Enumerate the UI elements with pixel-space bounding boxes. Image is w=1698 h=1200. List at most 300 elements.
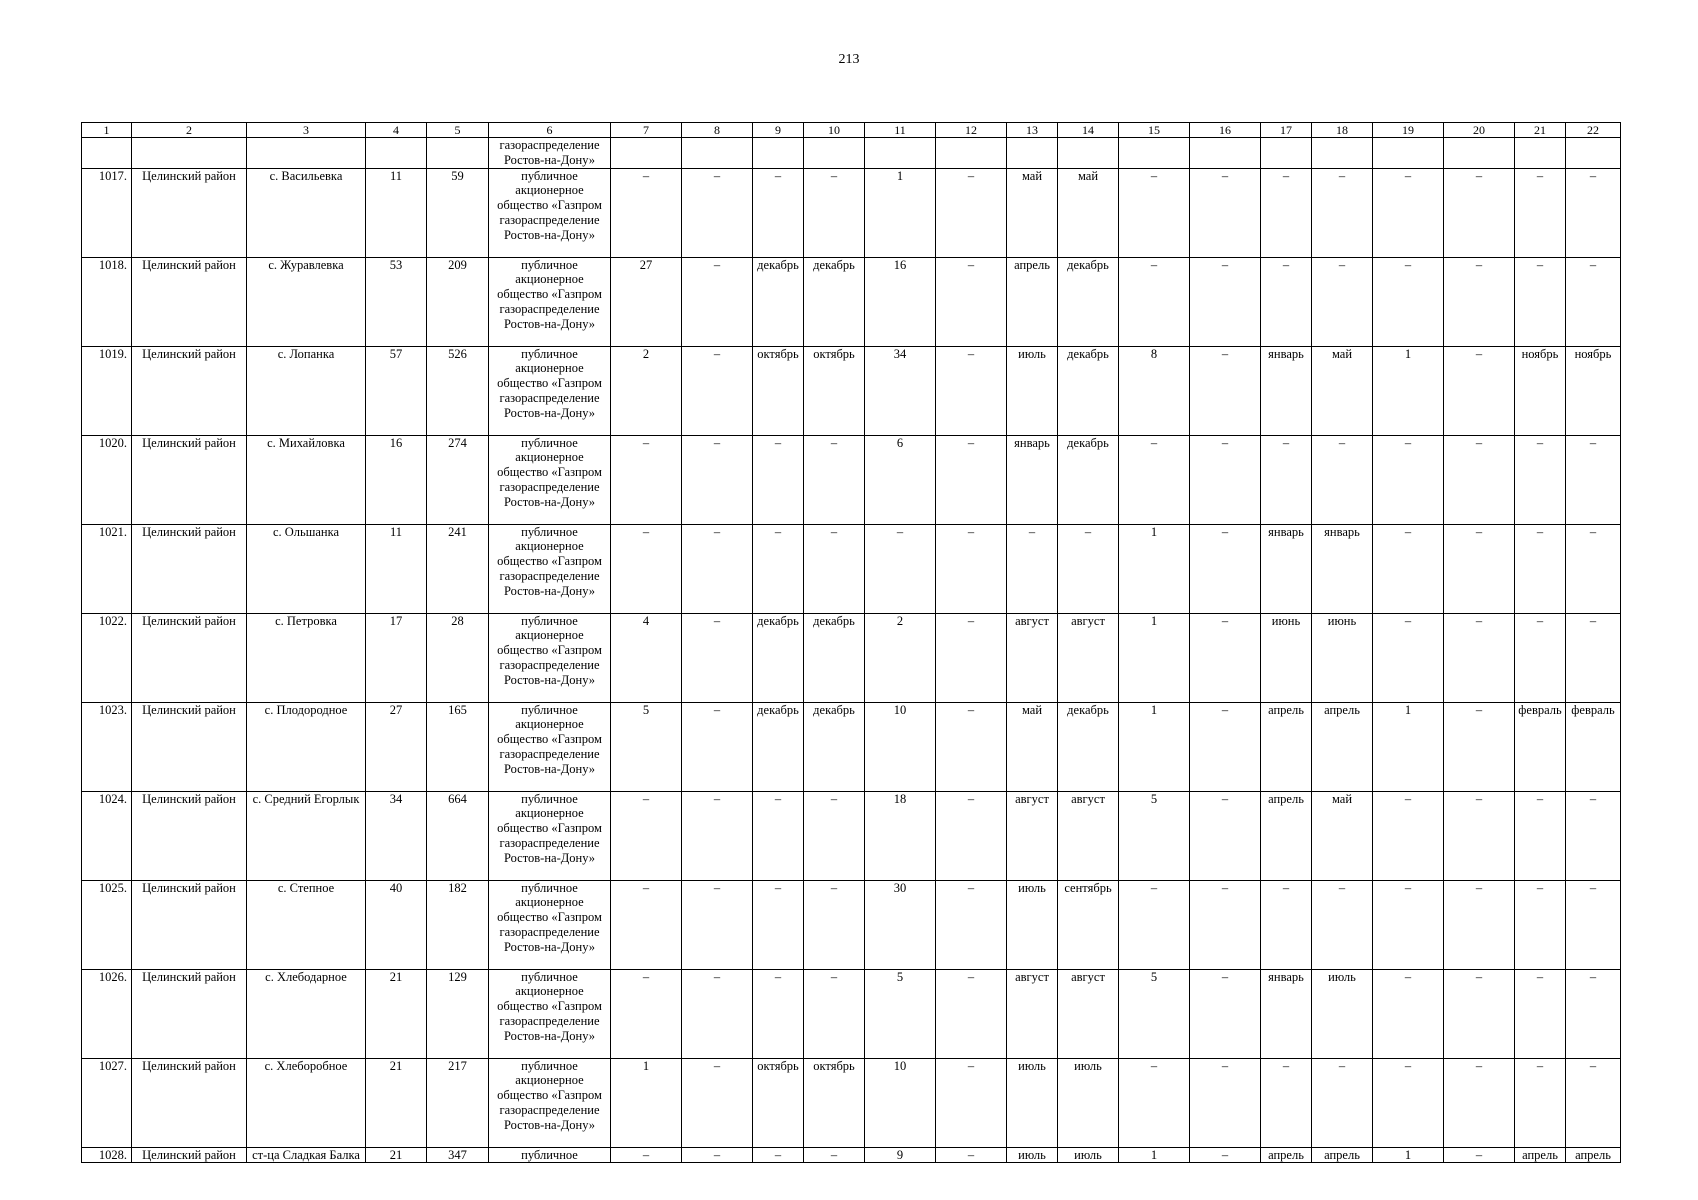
value-cell-c5: 526 [427,346,489,435]
value-cell-c17: апрель [1261,791,1312,880]
value-cell-c5: 209 [427,257,489,346]
value-cell-c14: август [1058,969,1119,1058]
value-cell-c13: январь [1007,435,1058,524]
value-cell-c20: – [1444,969,1515,1058]
value-cell-c16: – [1190,880,1261,969]
row-number-cell: 1022. [82,613,132,702]
column-number: 14 [1058,123,1119,138]
value-cell-c4: 21 [366,1058,427,1147]
value-cell-c4: 16 [366,435,427,524]
data-table [81,122,1621,1163]
value-cell-c11: 1 [865,168,936,257]
value-cell-c10: декабрь [804,257,865,346]
value-cell-c7: – [611,168,682,257]
value-cell-c11: 30 [865,880,936,969]
org-cell: публичное акционерное общество «Газпром газораспределение Ростов-на-Дону» [489,702,611,791]
continuation-row [82,138,1621,169]
org-cell: публичное акционерное общество «Газпром газораспределение Ростов-на-Дону» [489,969,611,1058]
value-cell-c10: – [804,880,865,969]
value-cell-c11: 5 [865,969,936,1058]
value-cell-c21: – [1515,613,1566,702]
value-cell-c10: декабрь [804,702,865,791]
value-cell-c21: – [1515,791,1566,880]
value-cell-c19: – [1373,791,1444,880]
column-number: 2 [132,123,247,138]
row-number-cell: 1026. [82,969,132,1058]
value-cell-c5: 129 [427,969,489,1058]
value-cell-c22: – [1566,435,1621,524]
value-cell-c7: – [611,969,682,1058]
district-cell: Целинский район [132,613,247,702]
value-cell-c18: май [1312,346,1373,435]
value-cell-c8: – [682,791,753,880]
value-cell-c19: – [1373,969,1444,1058]
value-cell-c18: июль [1312,969,1373,1058]
settlement-cell: с. Михайловка [247,435,366,524]
row-number-cell: 1025. [82,880,132,969]
value-cell-c22: – [1566,1058,1621,1147]
value-cell-c21: – [1515,1058,1566,1147]
value-cell-c22: – [1566,168,1621,257]
org-cell: публичное акционерное общество «Газпром газораспределение Ростов-на-Дону» [489,435,611,524]
value-cell-c18: – [1312,1058,1373,1147]
value-cell-c19: 1 [1373,1147,1444,1163]
value-cell-c5: 274 [427,435,489,524]
value-cell-c21: ноябрь [1515,346,1566,435]
value-cell-c8: – [682,613,753,702]
value-cell-c16: – [1190,524,1261,613]
value-cell-c8: – [682,969,753,1058]
value-cell-c10: декабрь [804,613,865,702]
value-cell-c10: – [804,524,865,613]
table-row [82,1147,1621,1163]
column-number: 1 [82,123,132,138]
value-cell-c13: август [1007,969,1058,1058]
value-cell-c7: 27 [611,257,682,346]
value-cell-c11: 16 [865,257,936,346]
settlement-cell: с. Ольшанка [247,524,366,613]
row-number-cell: 1018. [82,257,132,346]
value-cell-c13: май [1007,702,1058,791]
column-number: 21 [1515,123,1566,138]
settlement-cell: с. Лопанка [247,346,366,435]
value-cell-c9: октябрь [753,1058,804,1147]
value-cell-c15: 1 [1119,524,1190,613]
value-cell-c22: апрель [1566,1147,1621,1163]
value-cell-c21: – [1515,524,1566,613]
value-cell-c14: август [1058,613,1119,702]
value-cell-c5: 28 [427,613,489,702]
value-cell-c21: февраль [1515,702,1566,791]
value-cell-c18: июнь [1312,613,1373,702]
value-cell-c16: – [1190,168,1261,257]
value-cell-c4: 17 [366,613,427,702]
value-cell-c9: – [753,524,804,613]
table-row [82,880,1621,969]
value-cell-c18: январь [1312,524,1373,613]
value-cell-c19: – [1373,257,1444,346]
value-cell-c9: – [753,435,804,524]
value-cell-c9: – [753,880,804,969]
district-cell: Целинский район [132,880,247,969]
value-cell-c14: май [1058,168,1119,257]
row-number-cell: 1027. [82,1058,132,1147]
org-cell: публичное акционерное общество «Газпром газораспределение Ростов-на-Дону» [489,346,611,435]
table-row [82,791,1621,880]
value-cell-c12: – [936,346,1007,435]
district-cell: Целинский район [132,969,247,1058]
district-cell: Целинский район [132,1058,247,1147]
column-number-row [82,123,1621,138]
value-cell-c12: – [936,524,1007,613]
column-number: 3 [247,123,366,138]
settlement-cell: с. Хлеборобное [247,1058,366,1147]
value-cell-c21: – [1515,168,1566,257]
value-cell-c15: – [1119,168,1190,257]
value-cell-c8: – [682,346,753,435]
value-cell-c4: 11 [366,168,427,257]
value-cell-c22: – [1566,524,1621,613]
value-cell-c18: – [1312,168,1373,257]
value-cell-c12: – [936,702,1007,791]
value-cell-c8: – [682,702,753,791]
value-cell-c9: – [753,969,804,1058]
value-cell-c15: 8 [1119,346,1190,435]
value-cell-c4: 11 [366,524,427,613]
column-number: 18 [1312,123,1373,138]
value-cell-c5: 59 [427,168,489,257]
value-cell-c8: – [682,524,753,613]
value-cell-c8: – [682,435,753,524]
value-cell-c4: 57 [366,346,427,435]
org-cell: публичное акционерное общество «Газпром газораспределение Ростов-на-Дону» [489,524,611,613]
value-cell-c21: – [1515,969,1566,1058]
value-cell-c21: – [1515,435,1566,524]
settlement-cell: с. Петровка [247,613,366,702]
org-cell: публичное акционерное общество «Газпром газораспределение Ростов-на-Дону» [489,168,611,257]
org-cell: публичное [489,1147,611,1163]
value-cell-c14: июль [1058,1147,1119,1163]
value-cell-c20: – [1444,791,1515,880]
value-cell-c22: февраль [1566,702,1621,791]
value-cell-c15: 1 [1119,702,1190,791]
value-cell-c15: 1 [1119,1147,1190,1163]
value-cell-c7: 1 [611,1058,682,1147]
value-cell-c14: сентябрь [1058,880,1119,969]
value-cell-c20: – [1444,1147,1515,1163]
district-cell: Целинский район [132,524,247,613]
value-cell-c16: – [1190,613,1261,702]
value-cell-c9: – [753,168,804,257]
value-cell-c7: 2 [611,346,682,435]
value-cell-c11: 18 [865,791,936,880]
value-cell-c7: – [611,435,682,524]
column-number: 12 [936,123,1007,138]
row-number-cell: 1024. [82,791,132,880]
value-cell-c16: – [1190,791,1261,880]
value-cell-c17: апрель [1261,1147,1312,1163]
value-cell-c5: 664 [427,791,489,880]
value-cell-c16: – [1190,969,1261,1058]
value-cell-c8: – [682,1147,753,1163]
value-cell-c13: – [1007,524,1058,613]
row-number-cell: 1023. [82,702,132,791]
value-cell-c22: – [1566,791,1621,880]
table-row [82,346,1621,435]
value-cell-c10: – [804,791,865,880]
org-cell: публичное акционерное общество «Газпром газораспределение Ростов-на-Дону» [489,791,611,880]
value-cell-c20: – [1444,257,1515,346]
value-cell-c20: – [1444,1058,1515,1147]
row-number-cell: 1020. [82,435,132,524]
value-cell-c19: – [1373,1058,1444,1147]
table-row [82,257,1621,346]
value-cell-c18: апрель [1312,1147,1373,1163]
value-cell-c4: 21 [366,969,427,1058]
org-cell: публичное акционерное общество «Газпром газораспределение Ростов-на-Дону» [489,257,611,346]
value-cell-c19: – [1373,168,1444,257]
settlement-cell: с. Хлебодарное [247,969,366,1058]
value-cell-c7: – [611,1147,682,1163]
value-cell-c16: – [1190,257,1261,346]
value-cell-c4: 40 [366,880,427,969]
row-number-cell: 1021. [82,524,132,613]
value-cell-c11: 10 [865,702,936,791]
district-cell: Целинский район [132,1147,247,1163]
value-cell-c11: 2 [865,613,936,702]
district-cell: Целинский район [132,346,247,435]
value-cell-c17: – [1261,257,1312,346]
value-cell-c14: – [1058,524,1119,613]
settlement-cell: с. Васильевка [247,168,366,257]
value-cell-c17: январь [1261,969,1312,1058]
value-cell-c10: октябрь [804,346,865,435]
value-cell-c22: – [1566,880,1621,969]
column-number: 8 [682,123,753,138]
value-cell-c11: 10 [865,1058,936,1147]
org-cell: публичное акционерное общество «Газпром газораспределение Ростов-на-Дону» [489,613,611,702]
table-row [82,702,1621,791]
value-cell-c8: – [682,257,753,346]
value-cell-c12: – [936,1058,1007,1147]
value-cell-c13: июль [1007,1058,1058,1147]
value-cell-c4: 34 [366,791,427,880]
value-cell-c9: декабрь [753,257,804,346]
page-number: 213 [838,52,860,67]
table-row [82,969,1621,1058]
value-cell-c13: апрель [1007,257,1058,346]
value-cell-c16: – [1190,702,1261,791]
value-cell-c19: – [1373,435,1444,524]
column-number: 13 [1007,123,1058,138]
value-cell-c20: – [1444,435,1515,524]
column-number: 15 [1119,123,1190,138]
value-cell-c17: – [1261,880,1312,969]
value-cell-c12: – [936,1147,1007,1163]
settlement-cell: с. Журавлевка [247,257,366,346]
value-cell-c7: 4 [611,613,682,702]
value-cell-c15: – [1119,1058,1190,1147]
settlement-cell: ст-ца Сладкая Балка [247,1147,366,1163]
column-number: 4 [366,123,427,138]
district-cell: Целинский район [132,168,247,257]
value-cell-c16: – [1190,346,1261,435]
value-cell-c16: – [1190,435,1261,524]
value-cell-c7: 5 [611,702,682,791]
value-cell-c14: июль [1058,1058,1119,1147]
value-cell-c7: – [611,791,682,880]
column-number: 16 [1190,123,1261,138]
value-cell-c15: – [1119,257,1190,346]
value-cell-c11: 6 [865,435,936,524]
org-cell: газораспределение Ростов-на-Дону» [489,138,611,169]
value-cell-c9: декабрь [753,613,804,702]
value-cell-c5: 165 [427,702,489,791]
value-cell-c20: – [1444,346,1515,435]
value-cell-c17: июнь [1261,613,1312,702]
value-cell-c9: – [753,1147,804,1163]
value-cell-c20: – [1444,613,1515,702]
value-cell-c20: – [1444,524,1515,613]
column-number: 9 [753,123,804,138]
value-cell-c13: июль [1007,346,1058,435]
value-cell-c19: – [1373,880,1444,969]
value-cell-c19: – [1373,524,1444,613]
value-cell-c12: – [936,257,1007,346]
value-cell-c15: – [1119,435,1190,524]
settlement-cell: с. Степное [247,880,366,969]
column-number: 5 [427,123,489,138]
value-cell-c10: – [804,1147,865,1163]
table-row [82,524,1621,613]
value-cell-c21: – [1515,257,1566,346]
settlement-cell: с. Средний Егорлык [247,791,366,880]
column-number: 19 [1373,123,1444,138]
value-cell-c14: декабрь [1058,257,1119,346]
value-cell-c17: апрель [1261,702,1312,791]
value-cell-c7: – [611,880,682,969]
value-cell-c8: – [682,880,753,969]
value-cell-c17: – [1261,435,1312,524]
value-cell-c12: – [936,168,1007,257]
value-cell-c22: – [1566,969,1621,1058]
value-cell-c19: 1 [1373,702,1444,791]
value-cell-c16: – [1190,1147,1261,1163]
value-cell-c13: май [1007,168,1058,257]
value-cell-c17: январь [1261,524,1312,613]
value-cell-c18: май [1312,791,1373,880]
value-cell-c16: – [1190,1058,1261,1147]
value-cell-c5: 217 [427,1058,489,1147]
value-cell-c4: 27 [366,702,427,791]
column-number: 7 [611,123,682,138]
org-cell: публичное акционерное общество «Газпром газораспределение Ростов-на-Дону» [489,1058,611,1147]
value-cell-c22: – [1566,613,1621,702]
value-cell-c5: 241 [427,524,489,613]
value-cell-c12: – [936,791,1007,880]
value-cell-c11: 34 [865,346,936,435]
value-cell-c14: декабрь [1058,346,1119,435]
district-cell: Целинский район [132,791,247,880]
value-cell-c8: – [682,1058,753,1147]
column-number: 22 [1566,123,1621,138]
table-row [82,168,1621,257]
value-cell-c13: август [1007,613,1058,702]
table-row [82,435,1621,524]
value-cell-c18: – [1312,435,1373,524]
value-cell-c12: – [936,969,1007,1058]
table-row [82,1058,1621,1147]
column-number: 10 [804,123,865,138]
value-cell-c22: ноябрь [1566,346,1621,435]
value-cell-c22: – [1566,257,1621,346]
row-number-cell: 1017. [82,168,132,257]
column-number: 20 [1444,123,1515,138]
value-cell-c15: 5 [1119,969,1190,1058]
district-cell: Целинский район [132,702,247,791]
value-cell-c20: – [1444,168,1515,257]
value-cell-c15: 5 [1119,791,1190,880]
value-cell-c17: январь [1261,346,1312,435]
value-cell-c4: 53 [366,257,427,346]
value-cell-c15: – [1119,880,1190,969]
value-cell-c10: – [804,969,865,1058]
value-cell-c11: 9 [865,1147,936,1163]
value-cell-c19: 1 [1373,346,1444,435]
value-cell-c5: 347 [427,1147,489,1163]
value-cell-c21: апрель [1515,1147,1566,1163]
value-cell-c10: – [804,435,865,524]
value-cell-c9: декабрь [753,702,804,791]
value-cell-c4: 21 [366,1147,427,1163]
org-cell: публичное акционерное общество «Газпром газораспределение Ростов-на-Дону» [489,880,611,969]
value-cell-c9: – [753,791,804,880]
value-cell-c5: 182 [427,880,489,969]
value-cell-c15: 1 [1119,613,1190,702]
value-cell-c10: – [804,168,865,257]
column-number: 17 [1261,123,1312,138]
value-cell-c14: декабрь [1058,435,1119,524]
settlement-cell: с. Плодородное [247,702,366,791]
value-cell-c12: – [936,880,1007,969]
value-cell-c19: – [1373,613,1444,702]
district-cell: Целинский район [132,435,247,524]
value-cell-c17: – [1261,1058,1312,1147]
value-cell-c10: октябрь [804,1058,865,1147]
row-number-cell: 1019. [82,346,132,435]
value-cell-c18: апрель [1312,702,1373,791]
value-cell-c14: август [1058,791,1119,880]
value-cell-c14: декабрь [1058,702,1119,791]
value-cell-c20: – [1444,702,1515,791]
value-cell-c12: – [936,435,1007,524]
value-cell-c11: – [865,524,936,613]
value-cell-c13: июль [1007,1147,1058,1163]
column-number: 11 [865,123,936,138]
column-number: 6 [489,123,611,138]
value-cell-c21: – [1515,880,1566,969]
value-cell-c17: – [1261,168,1312,257]
value-cell-c8: – [682,168,753,257]
district-cell: Целинский район [132,257,247,346]
value-cell-c7: – [611,524,682,613]
value-cell-c12: – [936,613,1007,702]
value-cell-c18: – [1312,880,1373,969]
value-cell-c18: – [1312,257,1373,346]
value-cell-c13: июль [1007,880,1058,969]
value-cell-c20: – [1444,880,1515,969]
row-number-cell: 1028. [82,1147,132,1163]
